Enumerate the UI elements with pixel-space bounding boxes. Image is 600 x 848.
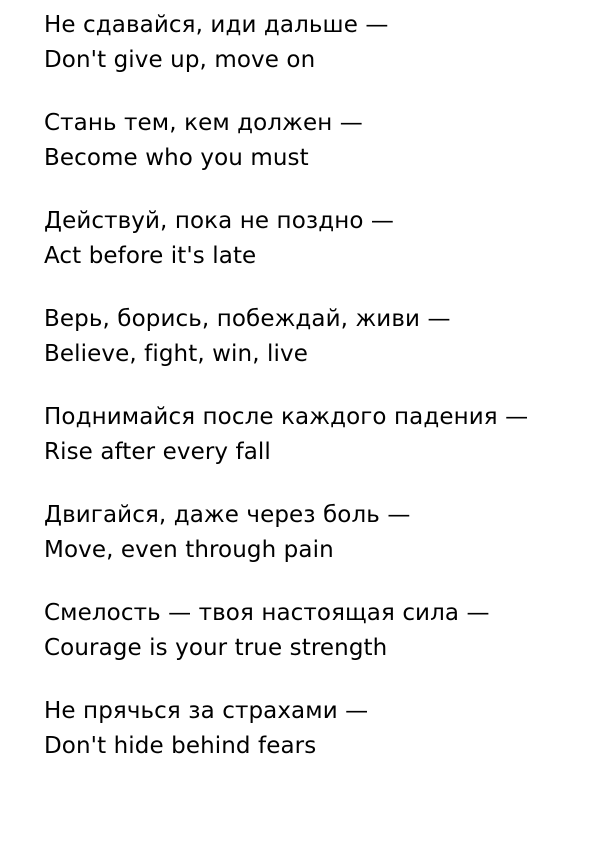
quote-line-english: Believe, fight, win, live [44,341,308,367]
quote-pair [44,204,600,274]
quote-line-russian: Поднимайся после каждого падения — [44,404,529,430]
quote-pair [44,8,600,78]
quote-pair [44,596,600,666]
quote-line-english: Move, even through pain [44,537,334,563]
quote-pair [44,400,600,470]
quote-pair [44,106,600,176]
quote-line-english: Don't give up, move on [44,47,316,73]
quote-line-russian: Двигайся, даже через боль — [44,502,411,528]
quote-pair [44,498,600,568]
quote-line-russian: Смелость — твоя настоящая сила — [44,600,490,626]
quote-line-english: Act before it's late [44,243,257,269]
quote-line-russian: Не сдавайся, иди дальше — [44,12,389,38]
quote-pair [44,302,600,372]
quote-line-russian: Верь, борись, побеждай, живи — [44,306,451,332]
quote-line-english: Rise after every fall [44,439,271,465]
quote-line-russian: Действуй, пока не поздно — [44,208,395,234]
quote-line-english: Become who you must [44,145,309,171]
quote-line-russian: Стань тем, кем должен — [44,110,363,136]
quote-line-english: Don't hide behind fears [44,733,317,759]
quote-pair [44,694,600,764]
quote-line-english: Courage is your true strength [44,635,388,661]
quote-line-russian: Не прячься за страхами — [44,698,369,724]
